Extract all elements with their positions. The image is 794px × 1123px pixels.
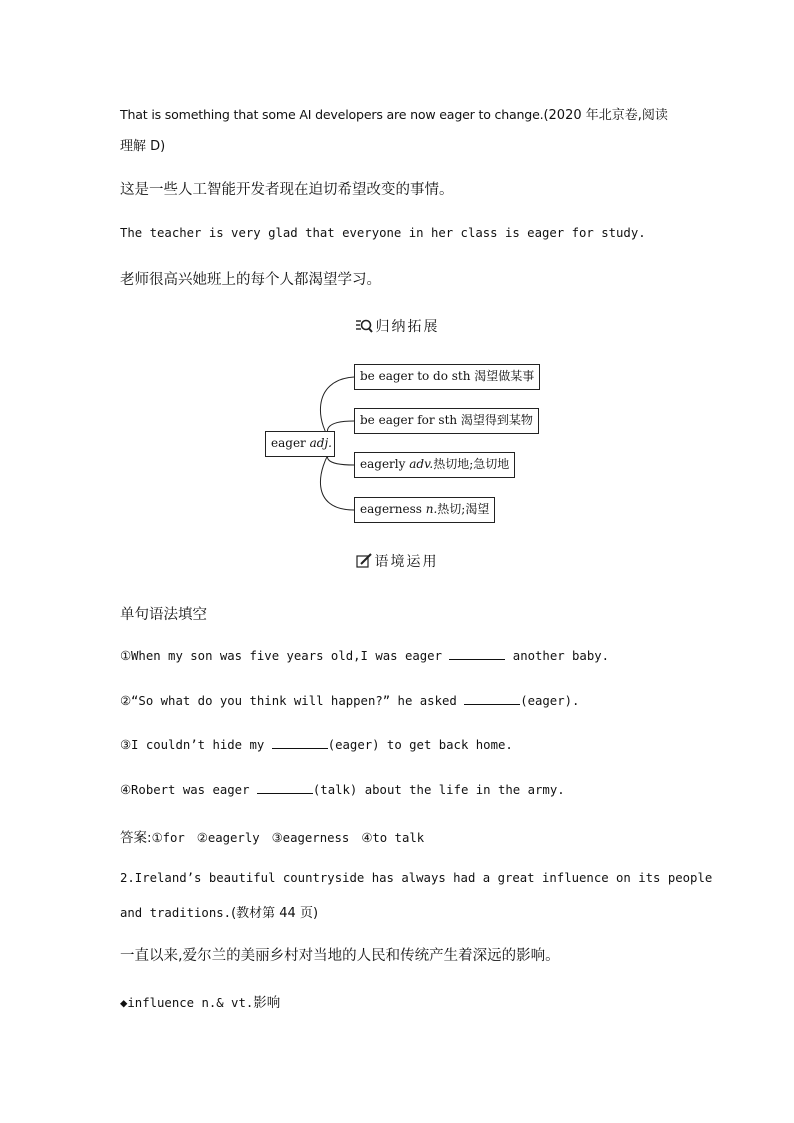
exercise-3-blank[interactable] <box>272 737 328 749</box>
example1-chinese: 这是一些人工智能开发者现在迫切希望改变的事情。 <box>120 182 454 198</box>
exercise-2-before: “So what do you think will happen?” he asked <box>131 694 457 708</box>
practice-title <box>0 551 794 573</box>
keyword-term: influence n.& vt. <box>127 996 254 1010</box>
exercise-1-number: ① <box>120 649 132 663</box>
branch-4-pos: n. <box>425 502 438 516</box>
answers <box>120 826 424 846</box>
exercise-1-before: When my son was five years old,I was eager <box>131 649 442 663</box>
exercise-1-blank[interactable] <box>449 648 505 660</box>
summary-title-text: 归纳拓展 <box>375 319 440 335</box>
section2-english-line1: 2.Ireland’s beautiful countryside has always had a great influence on its people <box>120 871 713 885</box>
mindmap-branch-1 <box>354 364 540 390</box>
example2-chinese: 老师很高兴她班上的每个人都渴望学习。 <box>120 272 381 288</box>
answer-1: ①for <box>151 831 185 845</box>
branch-3-pos: adv. <box>409 457 434 471</box>
section2-chinese: 一直以来,爱尔兰的美丽乡村对当地的人民和传统产生着深远的影响。 <box>120 948 560 964</box>
exercise-4 <box>120 782 565 797</box>
root-word: eager <box>271 436 306 450</box>
diamond-bullet-icon: ◆ <box>120 996 128 1010</box>
exercise-4-before: Robert was eager <box>131 783 250 797</box>
section2-keyword <box>120 991 280 1011</box>
exercise-2-blank[interactable] <box>464 693 520 705</box>
exercise-4-number: ④ <box>120 783 132 797</box>
example1-source-part2: 理解 D) <box>120 139 166 154</box>
branch-3-word: eagerly <box>360 457 406 471</box>
branch-4-word: eagerness <box>360 502 422 516</box>
example1-english: That is something that some AI developers are now eager to change. <box>120 107 544 122</box>
exercise-4-after: (talk) about the life in the army. <box>312 783 565 797</box>
mindmap-branch-3 <box>354 452 515 478</box>
example2-english: The teacher is very glad that everyone in her class is eager for study. <box>120 226 646 240</box>
exercise-4-blank[interactable] <box>257 782 313 794</box>
exercise-2-number: ② <box>120 694 132 708</box>
practice-subtitle: 单句语法填空 <box>120 607 207 623</box>
answer-4: ④to talk <box>361 831 425 845</box>
exercise-3 <box>120 737 513 752</box>
exercise-3-after: (eager) to get back home. <box>327 738 513 752</box>
section2-source: (教材第 44 页) <box>231 906 319 921</box>
answer-2: ②eagerly <box>196 831 260 845</box>
exercise-2 <box>120 693 579 708</box>
exercise-3-before: I couldn’t hide my <box>131 738 265 752</box>
keyword-meaning: 影响 <box>253 995 281 1011</box>
exercise-1-after: another baby. <box>512 649 610 663</box>
pencil-icon <box>356 553 372 573</box>
exercise-3-number: ③ <box>120 738 132 752</box>
root-pos: adj. <box>309 436 332 450</box>
exercise-2-after: (eager). <box>520 694 580 708</box>
branch-2-text: be eager for sth 渴望得到某物 <box>360 413 533 427</box>
branch-4-meaning: 热切;渴望 <box>437 502 490 516</box>
exercise-1 <box>120 648 609 663</box>
section2-english-end: and traditions. <box>120 906 232 920</box>
answer-3: ③eagerness <box>271 831 350 845</box>
mindmap-root <box>265 431 335 457</box>
answer-label: 答案: <box>120 830 152 846</box>
example1-source-part1: (2020 年北京卷,阅读 <box>543 108 668 123</box>
mindmap-branch-2 <box>354 408 539 434</box>
mindmap-branch-4 <box>354 497 495 523</box>
branch-3-meaning: 热切地;急切地 <box>433 457 510 471</box>
section2-english-line2 <box>120 902 318 921</box>
practice-title-text: 语境运用 <box>374 554 439 570</box>
branch-1-text: be eager to do sth 渴望做某事 <box>360 369 535 383</box>
